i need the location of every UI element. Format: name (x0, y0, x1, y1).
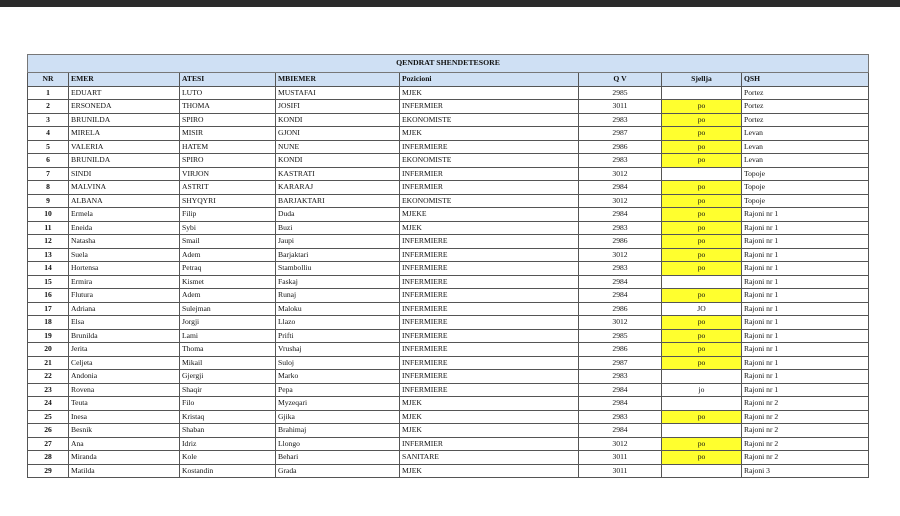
table-row (28, 127, 869, 141)
cell-qv: 2986 (579, 343, 662, 357)
cell-mbiemer: Myzeqari (276, 397, 400, 411)
cell-pozicioni: INFERMIERE (400, 289, 579, 303)
cell-atesi: Filo (180, 397, 276, 411)
cell-pozicioni: INFERMIERE (400, 329, 579, 343)
cell-qv: 2987 (579, 127, 662, 141)
column-header-sjellja: Sjellja (662, 73, 742, 87)
column-header-emer: EMER (69, 73, 180, 87)
cell-qsh: Rajoni nr 1 (742, 370, 869, 384)
cell-pozicioni: MJEK (400, 464, 579, 478)
cell-qsh: Rajoni 3 (742, 464, 869, 478)
table-row (28, 316, 869, 330)
cell-nr: 12 (28, 235, 69, 249)
cell-pozicioni: INFERMIER (400, 181, 579, 195)
cell-sjellja: JO (662, 302, 742, 316)
cell-emer: Brunilda (69, 329, 180, 343)
cell-nr: 14 (28, 262, 69, 276)
cell-nr: 1 (28, 86, 69, 100)
table-row (28, 424, 869, 438)
cell-pozicioni: EKONOMISTE (400, 113, 579, 127)
cell-nr: 17 (28, 302, 69, 316)
column-header-qv: Q V (579, 73, 662, 87)
cell-pozicioni: INFERMIERE (400, 235, 579, 249)
cell-sjellja: po (662, 235, 742, 249)
cell-emer: MIRELA (69, 127, 180, 141)
cell-emer: Besnik (69, 424, 180, 438)
cell-sjellja (662, 275, 742, 289)
cell-qv: 3012 (579, 437, 662, 451)
cell-sjellja: jo (662, 383, 742, 397)
table-row (28, 86, 869, 100)
cell-qsh: Rajoni nr 2 (742, 437, 869, 451)
cell-emer: Matilda (69, 464, 180, 478)
cell-atesi: Kole (180, 451, 276, 465)
cell-qv: 2983 (579, 113, 662, 127)
cell-qsh: Topoje (742, 167, 869, 181)
cell-emer: Teuta (69, 397, 180, 411)
cell-nr: 20 (28, 343, 69, 357)
cell-qv: 2985 (579, 329, 662, 343)
cell-pozicioni: INFERMIER (400, 167, 579, 181)
cell-emer: Inesa (69, 410, 180, 424)
cell-emer: Eneida (69, 221, 180, 235)
cell-atesi: Shaqir (180, 383, 276, 397)
cell-sjellja: po (662, 127, 742, 141)
cell-qv: 3012 (579, 248, 662, 262)
cell-pozicioni: EKONOMISTE (400, 154, 579, 168)
cell-qsh: Rajoni nr 2 (742, 451, 869, 465)
table-row (28, 262, 869, 276)
cell-mbiemer: GJONI (276, 127, 400, 141)
table-row (28, 140, 869, 154)
cell-sjellja: po (662, 410, 742, 424)
health-centers-table (27, 54, 869, 478)
cell-atesi: Adem (180, 248, 276, 262)
table-row (28, 343, 869, 357)
cell-emer: Suela (69, 248, 180, 262)
column-header-mbiemer: MBIEMER (276, 73, 400, 87)
cell-qv: 3012 (579, 194, 662, 208)
cell-atesi: Mikail (180, 356, 276, 370)
cell-qv: 2986 (579, 235, 662, 249)
table-title: QENDRAT SHENDETESORE (28, 55, 869, 73)
cell-qv: 2983 (579, 410, 662, 424)
cell-sjellja: po (662, 356, 742, 370)
cell-qv: 3011 (579, 451, 662, 465)
cell-nr: 3 (28, 113, 69, 127)
cell-mbiemer: Brahimaj (276, 424, 400, 438)
cell-atesi: Thoma (180, 343, 276, 357)
cell-emer: Celjeta (69, 356, 180, 370)
cell-qv: 2984 (579, 181, 662, 195)
column-header-qsh: QSH (742, 73, 869, 87)
cell-atesi: Lami (180, 329, 276, 343)
cell-emer: Ermira (69, 275, 180, 289)
cell-emer: ALBANA (69, 194, 180, 208)
cell-atesi: HATEM (180, 140, 276, 154)
cell-pozicioni: MJEK (400, 127, 579, 141)
table-row (28, 410, 869, 424)
cell-qsh: Rajoni nr 1 (742, 383, 869, 397)
table-row (28, 221, 869, 235)
cell-atesi: Filip (180, 208, 276, 222)
column-header-row (28, 73, 869, 87)
cell-qsh: Rajoni nr 1 (742, 221, 869, 235)
cell-qsh: Rajoni nr 2 (742, 397, 869, 411)
cell-mbiemer: MUSTAFAI (276, 86, 400, 100)
cell-pozicioni: INFERMIERE (400, 262, 579, 276)
cell-mbiemer: Stambolliu (276, 262, 400, 276)
cell-mbiemer: KARARAJ (276, 181, 400, 195)
cell-nr: 10 (28, 208, 69, 222)
cell-sjellja (662, 464, 742, 478)
cell-emer: Flutura (69, 289, 180, 303)
cell-pozicioni: INFERMIERE (400, 140, 579, 154)
cell-nr: 25 (28, 410, 69, 424)
table-row (28, 464, 869, 478)
table-row (28, 289, 869, 303)
cell-pozicioni: MJEKE (400, 208, 579, 222)
cell-qv: 2987 (579, 356, 662, 370)
cell-atesi: SPIRO (180, 113, 276, 127)
cell-atesi: Sulejman (180, 302, 276, 316)
top-bar (0, 0, 900, 7)
cell-atesi: Shaban (180, 424, 276, 438)
cell-atesi: Adem (180, 289, 276, 303)
cell-sjellja: po (662, 154, 742, 168)
cell-atesi: Kostandin (180, 464, 276, 478)
cell-mbiemer: Maloku (276, 302, 400, 316)
cell-mbiemer: Llazo (276, 316, 400, 330)
cell-nr: 13 (28, 248, 69, 262)
cell-qv: 3012 (579, 167, 662, 181)
cell-emer: Ermela (69, 208, 180, 222)
cell-qsh: Rajoni nr 1 (742, 302, 869, 316)
cell-sjellja: po (662, 194, 742, 208)
cell-mbiemer: Faskaj (276, 275, 400, 289)
cell-pozicioni: INFERMIERE (400, 302, 579, 316)
cell-sjellja: po (662, 289, 742, 303)
cell-qsh: Rajoni nr 1 (742, 248, 869, 262)
table-row (28, 437, 869, 451)
cell-sjellja: po (662, 221, 742, 235)
cell-atesi: Kismet (180, 275, 276, 289)
cell-sjellja: po (662, 329, 742, 343)
cell-pozicioni: MJEK (400, 221, 579, 235)
cell-nr: 18 (28, 316, 69, 330)
cell-mbiemer: Gjika (276, 410, 400, 424)
table-row (28, 397, 869, 411)
cell-pozicioni: INFERMIERE (400, 343, 579, 357)
cell-atesi: Sybi (180, 221, 276, 235)
cell-qsh: Portez (742, 86, 869, 100)
cell-nr: 23 (28, 383, 69, 397)
cell-pozicioni: EKONOMISTE (400, 194, 579, 208)
cell-pozicioni: INFERMIER (400, 437, 579, 451)
cell-pozicioni: SANITARE (400, 451, 579, 465)
cell-sjellja (662, 370, 742, 384)
cell-sjellja (662, 424, 742, 438)
table-body (28, 86, 869, 478)
cell-pozicioni: INFERMIER (400, 100, 579, 114)
cell-nr: 28 (28, 451, 69, 465)
table-row (28, 113, 869, 127)
cell-nr: 8 (28, 181, 69, 195)
table-row (28, 167, 869, 181)
column-header-atesi: ATESI (180, 73, 276, 87)
cell-pozicioni: INFERMIERE (400, 356, 579, 370)
cell-qsh: Rajoni nr 1 (742, 235, 869, 249)
cell-qv: 3012 (579, 316, 662, 330)
cell-nr: 7 (28, 167, 69, 181)
cell-qv: 2983 (579, 370, 662, 384)
table-row (28, 235, 869, 249)
cell-qsh: Rajoni nr 1 (742, 329, 869, 343)
cell-nr: 4 (28, 127, 69, 141)
cell-mbiemer: Vrushaj (276, 343, 400, 357)
cell-nr: 11 (28, 221, 69, 235)
cell-pozicioni: INFERMIERE (400, 383, 579, 397)
table-row (28, 451, 869, 465)
cell-sjellja (662, 167, 742, 181)
cell-sjellja: po (662, 140, 742, 154)
cell-nr: 27 (28, 437, 69, 451)
table-row (28, 194, 869, 208)
cell-pozicioni: MJEK (400, 424, 579, 438)
cell-atesi: Gjergji (180, 370, 276, 384)
cell-qsh: Portez (742, 100, 869, 114)
cell-qv: 2985 (579, 86, 662, 100)
cell-mbiemer: BARJAKTARI (276, 194, 400, 208)
cell-nr: 5 (28, 140, 69, 154)
cell-sjellja: po (662, 437, 742, 451)
cell-qv: 2984 (579, 424, 662, 438)
cell-sjellja: po (662, 113, 742, 127)
cell-mbiemer: Jaupi (276, 235, 400, 249)
cell-mbiemer: Barjaktari (276, 248, 400, 262)
cell-qsh: Rajoni nr 1 (742, 262, 869, 276)
cell-mbiemer: Duda (276, 208, 400, 222)
cell-atesi: LUTO (180, 86, 276, 100)
cell-qsh: Levan (742, 140, 869, 154)
cell-nr: 22 (28, 370, 69, 384)
cell-mbiemer: JOSIFI (276, 100, 400, 114)
cell-qv: 2984 (579, 208, 662, 222)
cell-nr: 24 (28, 397, 69, 411)
cell-qv: 2984 (579, 289, 662, 303)
table-row (28, 302, 869, 316)
cell-emer: VALERIA (69, 140, 180, 154)
cell-qsh: Levan (742, 127, 869, 141)
cell-sjellja (662, 86, 742, 100)
cell-sjellja: po (662, 248, 742, 262)
cell-qsh: Topoje (742, 194, 869, 208)
cell-atesi: Jorgji (180, 316, 276, 330)
cell-qv: 2984 (579, 397, 662, 411)
cell-atesi: SHYQYRI (180, 194, 276, 208)
cell-emer: Jerita (69, 343, 180, 357)
table-row (28, 370, 869, 384)
table-row (28, 356, 869, 370)
cell-emer: SINDI (69, 167, 180, 181)
cell-qsh: Rajoni nr 1 (742, 275, 869, 289)
cell-qv: 2986 (579, 140, 662, 154)
spreadsheet-document (27, 54, 868, 478)
cell-qsh: Rajoni nr 1 (742, 356, 869, 370)
cell-qsh: Rajoni nr 1 (742, 316, 869, 330)
cell-emer: ERSONEDA (69, 100, 180, 114)
cell-mbiemer: KONDI (276, 113, 400, 127)
cell-nr: 19 (28, 329, 69, 343)
cell-pozicioni: MJEK (400, 86, 579, 100)
cell-nr: 16 (28, 289, 69, 303)
cell-emer: Natasha (69, 235, 180, 249)
table-row (28, 154, 869, 168)
column-header-nr: NR (28, 73, 69, 87)
table-row (28, 275, 869, 289)
table-row (28, 100, 869, 114)
cell-sjellja: po (662, 316, 742, 330)
cell-emer: Andonia (69, 370, 180, 384)
cell-qv: 2984 (579, 275, 662, 289)
cell-qv: 2983 (579, 221, 662, 235)
cell-emer: BRUNILDA (69, 113, 180, 127)
cell-qsh: Rajoni nr 2 (742, 410, 869, 424)
cell-atesi: SPIRO (180, 154, 276, 168)
cell-qv: 2983 (579, 154, 662, 168)
cell-nr: 26 (28, 424, 69, 438)
cell-mbiemer: NUNE (276, 140, 400, 154)
table-row (28, 329, 869, 343)
cell-mbiemer: KONDI (276, 154, 400, 168)
cell-sjellja: po (662, 451, 742, 465)
table-title-row (28, 55, 869, 73)
cell-emer: Rovena (69, 383, 180, 397)
cell-pozicioni: INFERMIERE (400, 316, 579, 330)
cell-qsh: Levan (742, 154, 869, 168)
cell-sjellja (662, 397, 742, 411)
cell-emer: Elsa (69, 316, 180, 330)
cell-atesi: Kristaq (180, 410, 276, 424)
cell-pozicioni: MJEK (400, 397, 579, 411)
cell-emer: EDUART (69, 86, 180, 100)
cell-atesi: Petraq (180, 262, 276, 276)
cell-qv: 2986 (579, 302, 662, 316)
cell-atesi: MISIR (180, 127, 276, 141)
cell-mbiemer: Pepa (276, 383, 400, 397)
cell-qv: 2983 (579, 262, 662, 276)
cell-qsh: Rajoni nr 1 (742, 343, 869, 357)
cell-pozicioni: INFERMIERE (400, 248, 579, 262)
cell-emer: Adriana (69, 302, 180, 316)
cell-emer: Hortensa (69, 262, 180, 276)
cell-qsh: Rajoni nr 1 (742, 289, 869, 303)
table-row (28, 181, 869, 195)
cell-nr: 2 (28, 100, 69, 114)
cell-qsh: Rajoni nr 1 (742, 208, 869, 222)
cell-sjellja: po (662, 343, 742, 357)
cell-pozicioni: INFERMIERE (400, 275, 579, 289)
cell-atesi: Smail (180, 235, 276, 249)
cell-mbiemer: Suloj (276, 356, 400, 370)
cell-mbiemer: Runaj (276, 289, 400, 303)
cell-emer: Miranda (69, 451, 180, 465)
table-row (28, 208, 869, 222)
cell-pozicioni: INFERMIERE (400, 370, 579, 384)
cell-mbiemer: Llongo (276, 437, 400, 451)
cell-nr: 15 (28, 275, 69, 289)
cell-mbiemer: Prifti (276, 329, 400, 343)
cell-nr: 9 (28, 194, 69, 208)
cell-emer: Ana (69, 437, 180, 451)
cell-mbiemer: Grada (276, 464, 400, 478)
cell-sjellja: po (662, 181, 742, 195)
cell-atesi: THOMA (180, 100, 276, 114)
cell-atesi: ASTRIT (180, 181, 276, 195)
cell-qsh: Rajoni nr 2 (742, 424, 869, 438)
cell-sjellja: po (662, 262, 742, 276)
cell-mbiemer: KASTRATI (276, 167, 400, 181)
cell-qsh: Topoje (742, 181, 869, 195)
table-row (28, 248, 869, 262)
cell-emer: BRUNILDA (69, 154, 180, 168)
cell-qv: 2984 (579, 383, 662, 397)
cell-sjellja: po (662, 100, 742, 114)
cell-mbiemer: Buzi (276, 221, 400, 235)
column-header-pozicioni: Pozicioni (400, 73, 579, 87)
cell-nr: 21 (28, 356, 69, 370)
cell-qsh: Portez (742, 113, 869, 127)
cell-atesi: VIRJON (180, 167, 276, 181)
cell-qv: 3011 (579, 100, 662, 114)
cell-nr: 29 (28, 464, 69, 478)
cell-mbiemer: Behari (276, 451, 400, 465)
cell-pozicioni: MJEK (400, 410, 579, 424)
cell-atesi: Idriz (180, 437, 276, 451)
cell-emer: MALVINA (69, 181, 180, 195)
cell-mbiemer: Marko (276, 370, 400, 384)
cell-sjellja: po (662, 208, 742, 222)
table-row (28, 383, 869, 397)
cell-nr: 6 (28, 154, 69, 168)
cell-qv: 3011 (579, 464, 662, 478)
